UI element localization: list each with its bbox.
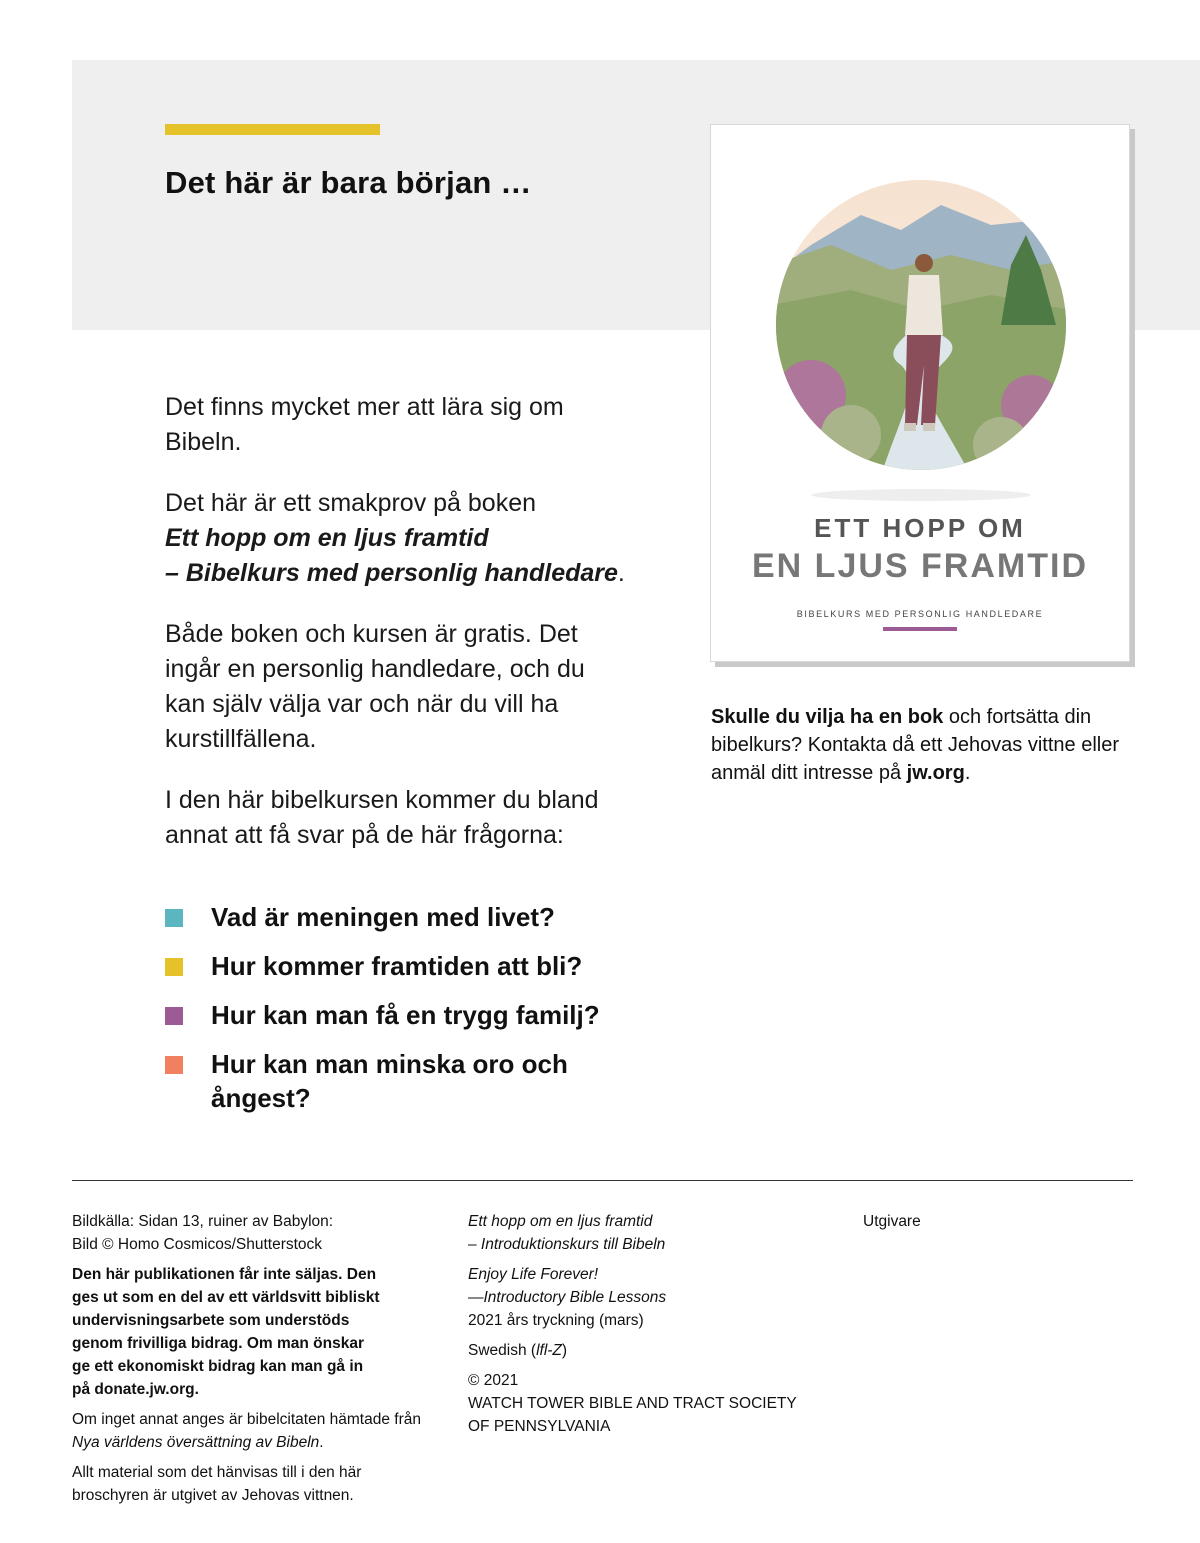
square-bullet-icon [165,958,183,976]
cta-middle: och fortsätta din bibelkurs? Kontakta då ett Jehovas vittne eller anmäl ditt intresse på [711,706,1120,784]
square-bullet-icon [165,1007,183,1025]
credit-line-2: Bild © Homo Cosmicos/Shutterstock [72,1236,323,1253]
footer-divider [72,1180,1133,1181]
question-text: Vad är meningen med livet? [211,902,555,932]
society-line-1: WATCH TOWER BIBLE AND TRACT SOCIETY [468,1395,797,1412]
society-line-2: OF PENNSYLVANIA [468,1418,611,1435]
accent-bar [165,124,380,135]
bible-note-prefix: Om inget annat anges är bibelcitaten hämtade från [72,1411,421,1428]
publisher-label: Utgivare [863,1213,921,1230]
page-title: Det här är bara början … [165,165,532,200]
material-note: Allt material som det hänvisas till i den här broschyren är utgivet av Jehovas vittnen. [72,1464,362,1504]
image-credit [72,1210,442,1256]
list-item [165,900,645,934]
cta-bold-start: Skulle du vilja ha en bok [711,706,944,728]
intro-text [165,390,685,879]
call-to-action [711,703,1131,787]
square-bullet-icon [165,1056,183,1074]
sv-title-line-2: – Introduktionskurs till Bibeln [468,1236,666,1253]
intro-book-title: Ett hopp om en ljus framtid [165,524,489,552]
footer-column-2 [468,1210,838,1445]
list-item [165,1047,611,1115]
sv-title-line-1: Ett hopp om en ljus framtid [468,1213,653,1230]
footer-column-1 [72,1210,442,1514]
book-title-line-1: ETT HOPP OM [814,513,1026,543]
cta-link[interactable]: jw.org [906,762,965,784]
language-suffix: ) [561,1342,568,1359]
credit-line-1: Bildkälla: Sidan 13, ruiner av Babylon: [72,1213,334,1230]
intro-paragraph-1: Det finns mycket mer att lära sig om Bibeln. [165,393,564,456]
square-bullet-icon [165,909,183,927]
book-title-line-2: EN LJUS FRAMTID [752,547,1088,585]
list-item [165,998,645,1032]
book-cover [710,124,1130,662]
intro-paragraph-2 [165,486,685,591]
bible-note-suffix: . [319,1434,324,1451]
language-code: lfl-Z [536,1342,562,1359]
language-info [468,1339,838,1362]
question-list [165,900,645,1130]
cover-illustration [771,175,1071,505]
sv-title [468,1210,838,1256]
list-item [165,949,645,983]
copyright-info [468,1369,838,1438]
intro-paragraph-4: I den här bibelkursen kommer du bland annat att få svar på de här frågorna: [165,786,599,849]
bible-note-title: Nya världens översättning av Bibeln [72,1434,320,1451]
en-title [468,1263,838,1309]
footer-column-3 [863,1210,1123,1240]
book-subtitle: BIBELKURS MED PERSONLIG HANDLEDARE [796,609,1044,619]
book-underline [883,627,957,631]
intro-book-suffix: . [617,559,625,587]
language-prefix: Swedish ( [468,1342,537,1359]
sale-notice: Den här publikationen får inte säljas. Den ges ut som en del av ett världsvitt bibliskt undervisningsarbete som understöds genom frivilliga bidrag. Om man önskar ge ett ekonomiskt bidrag kan man gå in på donate.jw.org. [72,1266,380,1398]
intro-paragraph-3: Både boken och kursen är gratis. Det ingår en personlig handledare, och du kan själv välja var och när du vill ha kurstillfällena. [165,620,585,753]
question-text: Hur kan man minska oro och ångest? [211,1049,568,1113]
question-text: Hur kan man få en trygg familj? [211,1000,600,1030]
printing-info: 2021 års tryckning (mars) [468,1312,644,1329]
copyright-year: © 2021 [468,1372,519,1389]
question-text: Hur kommer framtiden att bli? [211,951,583,981]
intro-book-prefix: Det här är ett smakprov på boken [165,489,537,517]
intro-book-subtitle: – Bibelkurs med personlig handledare [165,559,618,587]
en-title-line-2: —Introductory Bible Lessons [468,1289,667,1306]
cta-end: . [964,762,971,784]
bible-translation-note [72,1408,432,1454]
en-title-line-1: Enjoy Life Forever! [468,1266,599,1283]
